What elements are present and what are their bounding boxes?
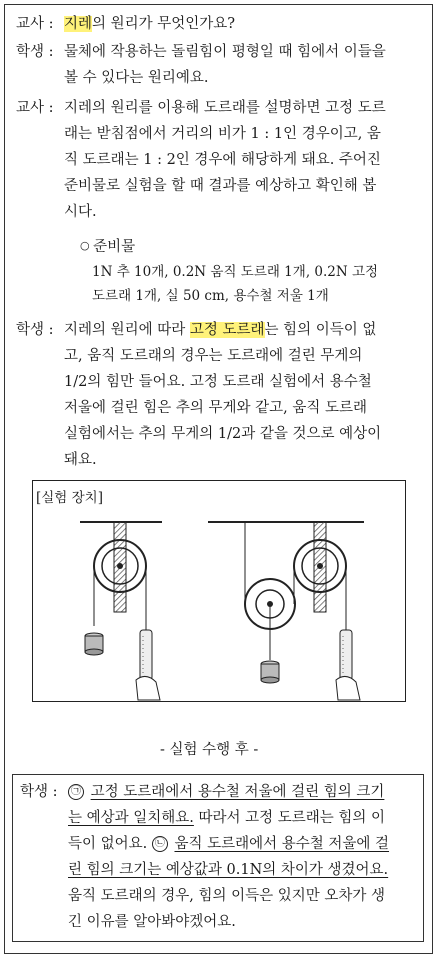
result-l2u: 는 예상과 일치해요. [68,810,194,826]
highlight-jire: 지레 [64,16,93,32]
speaker-teacher-2: 교사 : [16,100,54,116]
result-line-4 [68,860,388,880]
speaker-student-1: 학생 : [16,44,54,60]
apparatus-label: [실험 장치] [36,490,103,506]
student2-line-1 [64,320,376,340]
materials-line-2: 도르래 1개, 실 50 cm, 용수철 저울 1개 [92,288,329,304]
speaker-teacher-1: 교사 : [16,16,54,32]
teacher2-line-1: 지레의 원리를 이용해 도르래를 설명하면 고정 도르 [64,100,386,116]
student2-line-6: 돼요. [64,452,97,468]
result-l2b: 따라서 고정 도르래는 힘의 이 [193,810,386,826]
result-l3a: 득이 없어요. [68,836,148,852]
teacher2-line-2: 래는 받침점에서 거리의 비가 1 : 1인 경우이고, 움 [64,126,381,142]
mark-b-icon: ㉡ [152,836,168,852]
materials-title: ○ 준비물 [80,239,136,255]
teacher-line-1 [64,14,235,34]
result-line-5: 움직 도르래의 경우, 힘의 이득은 있지만 오차가 생 [68,888,386,904]
speaker-student-2: 학생 : [16,322,54,338]
student1-line-1: 물체에 작용하는 돌림힘이 평형일 때 힘에서 이들을 [64,44,386,60]
teacher2-line-4: 준비물로 실험을 할 때 결과를 예상하고 확인해 봅 [64,178,377,194]
highlight-fixed-pulley: 고정 도르래 [189,322,265,338]
materials-title-text: 준비물 [93,239,136,255]
materials-line-1: 1N 추 10개, 0.2N 움직 도르래 1개, 0.2N 고정 [92,264,379,280]
teacher-line-1-rest: 의 원리가 무엇인가요? [92,16,236,32]
teacher2-line-5: 시다. [64,204,97,220]
after-experiment-label: - 실험 수행 후 - [160,742,259,758]
teacher2-line-3: 직 도르래는 1 : 2인 경우에 해당하게 돼요. 주어진 [64,152,381,168]
student1-line-2: 볼 수 있다는 원리예요. [64,70,209,86]
pulley-illustration [32,480,406,702]
student2-line-2: 고, 움직 도르래의 경우는 도르래에 걸린 무게의 [64,348,363,364]
result-line-6: 긴 이유를 알아봐야겠어요. [68,914,236,930]
student2-line-5: 실험에서는 추의 무게의 1/2과 같을 것으로 예상이 [64,426,382,442]
result-l3u: 움직 도르래에서 용수철 저울에 걸 [174,836,390,852]
result-l1: 고정 도르래에서 용수철 저울에 걸린 힘의 크기 [90,784,385,800]
student2-l1a: 지레의 원리에 따라 [64,322,190,338]
result-l4u: 린 힘의 크기는 예상값과 0.1N의 차이가 생겼어요. [68,862,389,878]
student2-l1b: 는 힘의 이득이 없 [264,322,377,338]
result-line-1 [68,782,384,802]
student2-line-4: 저울에 걸린 힘은 추의 무게와 같고, 움직 도르래 [64,400,368,416]
mark-a-icon: ㉠ [68,784,84,800]
result-line-2 [68,808,385,828]
student2-line-3: 1/2의 힘만 들어요. 고정 도르래 실험에서 용수철 [64,374,372,390]
result-line-3 [68,834,389,854]
speaker-student-3: 학생 : [20,784,58,800]
